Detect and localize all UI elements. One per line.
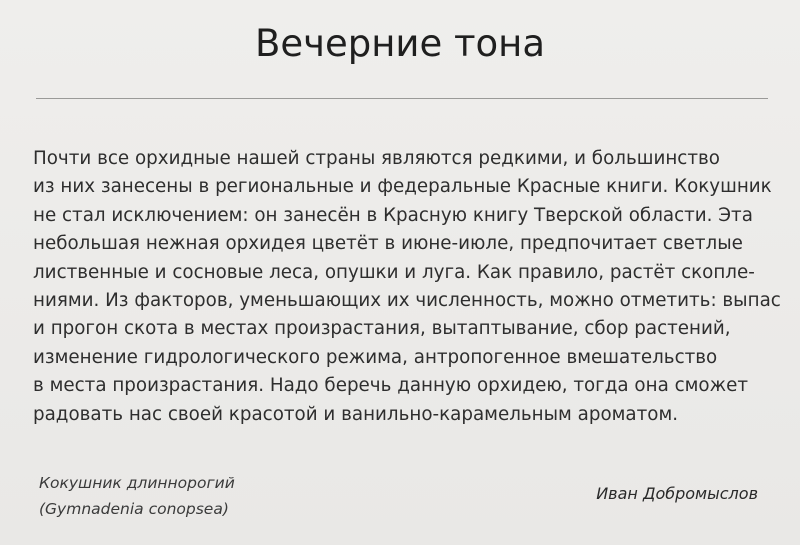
description-line: в места произрастания. Надо беречь данную орхидею, тогда она сможет <box>33 375 748 397</box>
species-caption <box>39 470 235 522</box>
species-common-name: Кокушник длиннорогий <box>39 474 235 492</box>
title-divider <box>36 98 768 99</box>
author-name: Иван Добромыслов <box>596 484 758 503</box>
description-line: ниями. Из факторов, уменьшающих их численность, можно отметить: выпас <box>33 290 781 312</box>
description-line: Почти все орхидные нашей страны являются редкими, и большинство <box>33 148 720 169</box>
species-latin-name: (Gymnadenia conopsea) <box>39 500 229 518</box>
description-line: лиственные и сосновые леса, опушки и луга. Как правило, растёт скопле- <box>33 261 755 283</box>
description-line: радовать нас своей красотой и ванильно-карамельным ароматом. <box>33 403 679 425</box>
description-text <box>33 145 781 429</box>
description-line: из них занесены в региональные и федеральные Красные книги. Кокушник <box>33 176 772 198</box>
description-line: не стал исключением: он занесён в Красную книгу Тверской области. Эта <box>33 204 753 226</box>
description-line: небольшая нежная орхидея цветёт в июне-июле, предпочитает светлые <box>33 233 743 255</box>
card-title: Вечерние тона <box>254 22 546 65</box>
description-line: и прогон скота в местах произрастания, вытаптывание, сбор растений, <box>33 318 731 340</box>
description-line: изменение гидрологического режима, антропогенное вмешательство <box>33 346 718 368</box>
